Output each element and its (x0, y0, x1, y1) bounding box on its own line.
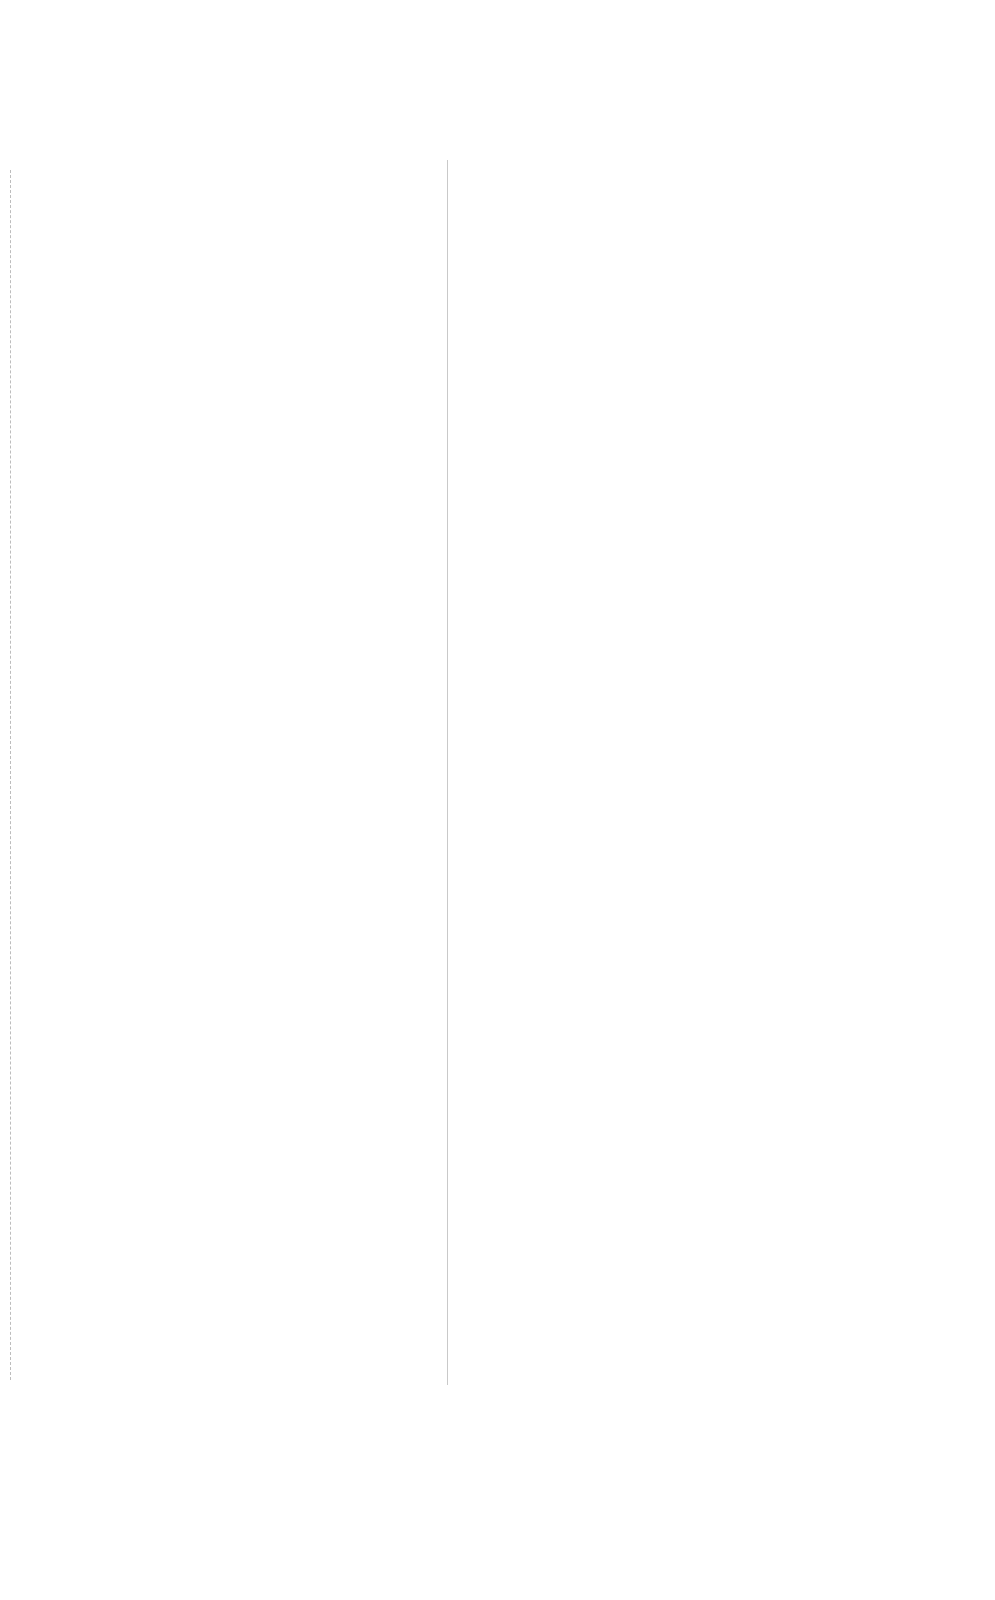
margin-binding-line (10, 170, 11, 1380)
watermark-logo (835, 1520, 975, 1580)
column-divider (447, 160, 448, 1385)
